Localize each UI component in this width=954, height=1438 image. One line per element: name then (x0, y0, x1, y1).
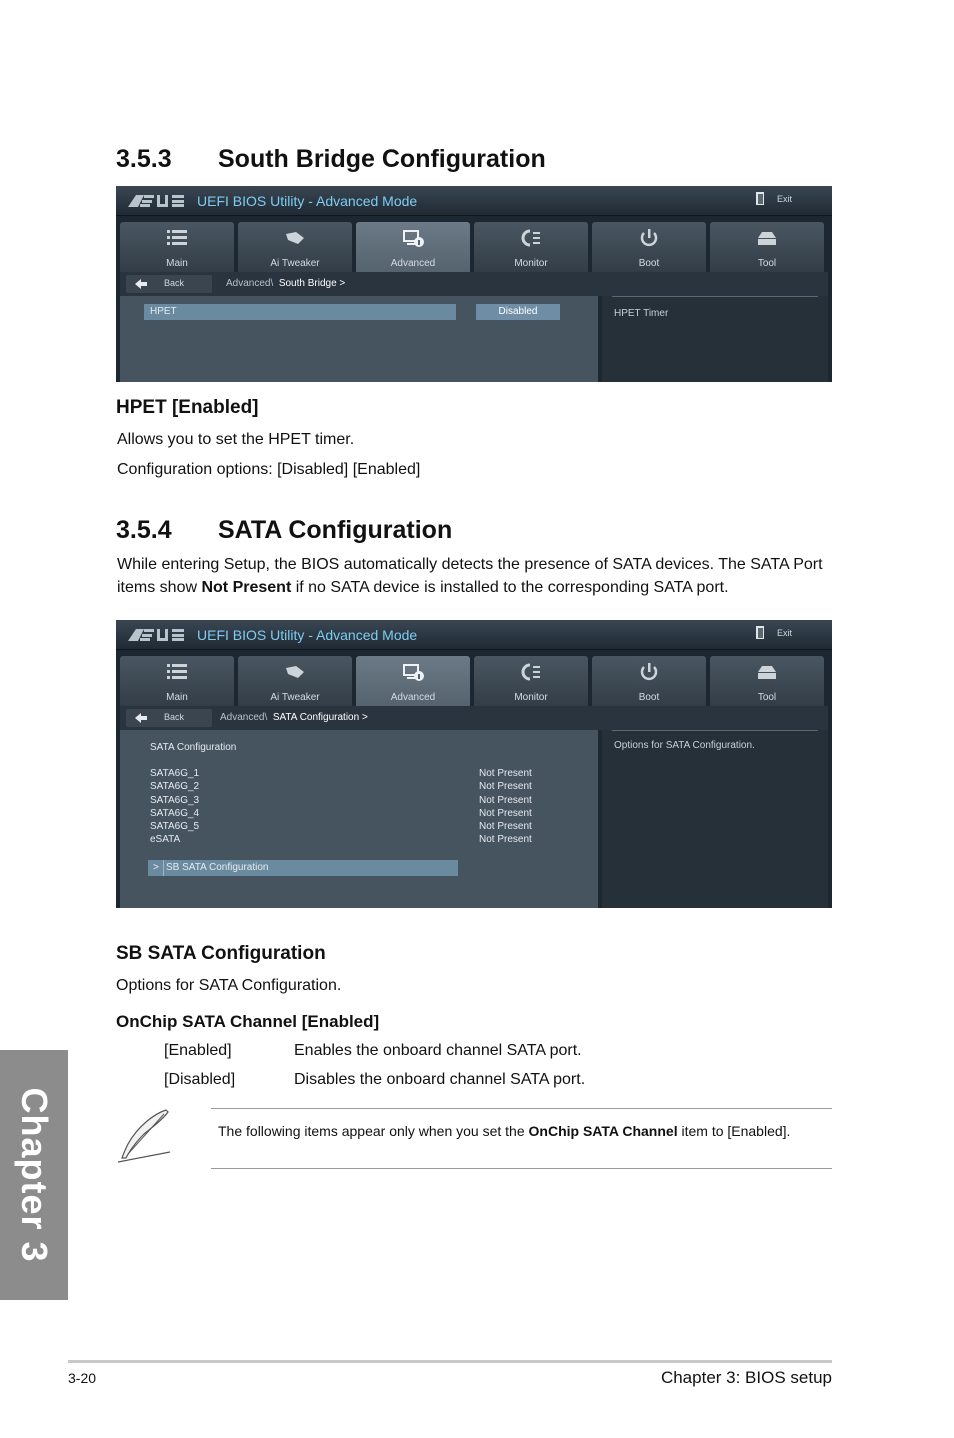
bios-settings-panel (120, 730, 598, 908)
asus-logo-icon (124, 191, 188, 211)
bios-tabs (120, 222, 828, 272)
section-number: 3.5.3 (116, 145, 172, 173)
monitor-icon (520, 662, 542, 682)
tab-ai-tweaker[interactable] (238, 222, 352, 272)
tab-main[interactable] (120, 222, 234, 272)
hpet-label: HPET (150, 306, 177, 317)
option-key: [Enabled] (164, 1042, 232, 1059)
power-icon (638, 662, 660, 682)
note-text-part: item to [Enabled]. (677, 1123, 791, 1139)
quill-note-icon (114, 1108, 174, 1164)
chapter-tab-label: Chapter 3 (14, 1087, 55, 1263)
bios-help-panel (602, 730, 828, 908)
sb-sata-config-item[interactable] (148, 860, 458, 876)
bios-tabs (120, 656, 828, 706)
not-present-emphasis: Not Present (201, 579, 292, 596)
tab-label: Boot (638, 258, 660, 269)
breadcrumb-current: SATA Configuration > (272, 712, 368, 723)
port-status: Not Present (479, 808, 532, 819)
tab-label: Main (166, 692, 188, 703)
footer-chapter-title: Chapter 3: BIOS setup (660, 1368, 832, 1387)
breadcrumb-prefix: Advanced\ (220, 712, 268, 723)
tweaker-icon (284, 228, 306, 248)
breadcrumb (226, 278, 345, 289)
bios-title: UEFI BIOS Utility - Advanced Mode (197, 627, 418, 643)
bios-titlebar (116, 186, 832, 216)
power-icon (638, 228, 660, 248)
sata-intro-paragraph (117, 553, 833, 599)
chapter-side-tab (0, 1050, 68, 1300)
back-label: Back (164, 712, 185, 722)
back-button[interactable] (126, 275, 212, 293)
tab-label: Ai Tweaker (270, 258, 320, 269)
tab-label: Advanced (390, 258, 436, 269)
bios-navbar (120, 706, 828, 730)
back-arrow-icon (134, 712, 148, 724)
sb-sata-description: Options for SATA Configuration. (116, 977, 342, 994)
list-icon (166, 662, 188, 682)
port-status: Not Present (479, 821, 532, 832)
help-divider (612, 296, 818, 297)
tab-boot[interactable] (592, 222, 706, 272)
option-description: Disables the onboard channel SATA port. (294, 1071, 586, 1088)
option-description: Enables the onboard channel SATA port. (294, 1042, 582, 1059)
hpet-heading: HPET [Enabled] (116, 397, 259, 418)
bios-help-panel (602, 296, 828, 382)
list-icon (166, 228, 188, 248)
tab-label: Ai Tweaker (270, 692, 320, 703)
submenu-divider (163, 860, 164, 876)
exit-door-icon[interactable] (755, 626, 765, 639)
port-name: eSATA (150, 834, 181, 845)
tab-label: Monitor (514, 692, 548, 703)
help-divider (612, 730, 818, 731)
bios-titlebar (116, 620, 832, 650)
tab-monitor[interactable] (474, 656, 588, 706)
tool-icon (756, 228, 778, 248)
hpet-description: Allows you to set the HPET timer. (117, 431, 355, 448)
tab-tool[interactable] (710, 656, 824, 706)
back-arrow-icon (134, 278, 148, 290)
port-name: SATA6G_3 (150, 795, 200, 806)
port-status: Not Present (479, 834, 532, 845)
tab-label: Monitor (514, 258, 548, 269)
tweaker-icon (284, 662, 306, 682)
tab-boot[interactable] (592, 656, 706, 706)
tab-label: Boot (638, 692, 660, 703)
note-text (218, 1121, 808, 1141)
tab-label: Tool (757, 692, 777, 703)
exit-door-icon[interactable] (755, 192, 765, 205)
port-name: SATA6G_5 (150, 821, 200, 832)
tab-label: Main (166, 258, 188, 269)
help-text: Options for SATA Configuration. (614, 740, 755, 751)
breadcrumb-current: South Bridge > (278, 278, 346, 289)
sb-sata-heading: SB SATA Configuration (116, 943, 326, 964)
page-number: 3-20 (68, 1370, 97, 1386)
exit-button[interactable]: Exit (776, 628, 792, 638)
breadcrumb-prefix: Advanced\ (226, 278, 274, 289)
advanced-icon (402, 662, 424, 682)
tab-monitor[interactable] (474, 222, 588, 272)
note-text-part: The following items appear only when you set the (218, 1123, 529, 1139)
port-name: SATA6G_2 (150, 781, 200, 792)
tab-advanced[interactable] (356, 222, 470, 272)
back-label: Back (164, 278, 185, 288)
exit-button[interactable]: Exit (776, 194, 792, 204)
port-status: Not Present (479, 768, 532, 779)
paragraph-text: While entering Setup, the BIOS automatically detects the presence of SATA devices. The SATA Port items show (117, 556, 823, 596)
bios-title: UEFI BIOS Utility - Advanced Mode (197, 193, 418, 209)
breadcrumb (220, 712, 368, 723)
bios-screenshot-south-bridge (116, 186, 832, 382)
paragraph-text: if no SATA device is installed to the corresponding SATA port. (291, 579, 729, 596)
group-title: SATA Configuration (150, 742, 237, 753)
bios-screenshot-sata (116, 620, 832, 908)
tool-icon (756, 662, 778, 682)
monitor-icon (520, 228, 542, 248)
port-status: Not Present (479, 781, 532, 792)
advanced-icon (402, 228, 424, 248)
bios-settings-panel (120, 296, 598, 382)
port-name: SATA6G_1 (150, 768, 200, 779)
note-emphasis: OnChip SATA Channel (528, 1123, 678, 1139)
section-number: 3.5.4 (116, 516, 172, 544)
help-text: HPET Timer (614, 308, 669, 319)
section-heading-south-bridge (116, 145, 546, 174)
footer-rule (68, 1360, 832, 1363)
section-heading-sata (116, 516, 452, 545)
tab-advanced[interactable] (356, 656, 470, 706)
port-status: Not Present (479, 795, 532, 806)
section-title: South Bridge Configuration (218, 145, 546, 173)
tab-label: Tool (757, 258, 777, 269)
hpet-row[interactable] (144, 304, 456, 320)
option-key: [Disabled] (164, 1071, 236, 1088)
bios-navbar (120, 272, 828, 296)
hpet-value-button[interactable]: Disabled (476, 304, 560, 320)
hpet-options: Configuration options: [Disabled] [Enabled] (117, 461, 421, 478)
port-name: SATA6G_4 (150, 808, 200, 819)
submenu-label: SB SATA Configuration (166, 862, 269, 873)
onchip-heading: OnChip SATA Channel [Enabled] (116, 1012, 380, 1031)
tab-main[interactable] (120, 656, 234, 706)
asus-logo-icon (124, 625, 188, 645)
note-box (211, 1108, 832, 1169)
submenu-marker: > (153, 862, 159, 873)
tab-tool[interactable] (710, 222, 824, 272)
tab-ai-tweaker[interactable] (238, 656, 352, 706)
section-title: SATA Configuration (218, 516, 453, 544)
tab-label: Advanced (390, 692, 436, 703)
back-button[interactable] (126, 709, 212, 727)
